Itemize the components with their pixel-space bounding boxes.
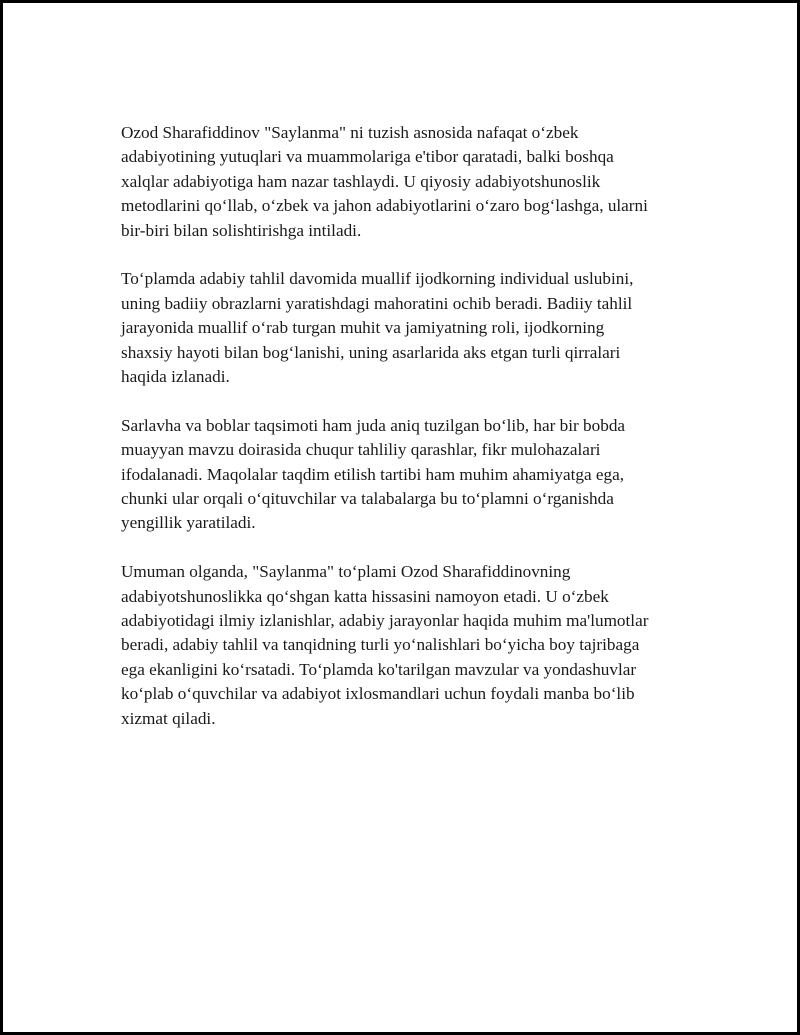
paragraph-1 (121, 121, 691, 243)
text-line: xalqlar adabiyotiga ham nazar tashlaydi. U qiyosiy adabiyotshunoslik (121, 171, 601, 191)
text-line: jarayonida muallif o‘rab turgan muhit va jamiyatning roli, ijodkorning (121, 318, 605, 338)
text-line: muayyan mavzu doirasida chuqur tahliliy qarashlar, fikr mulohazalari (121, 440, 601, 460)
text-line: ega ekanligini ko‘rsatadi. To‘plamda ko'tarilgan mavzular va yondashuvlar (121, 659, 637, 679)
text-line: uning badiiy obrazlarni yaratishdagi mahoratini ochib beradi. Badiiy tahlil (121, 293, 633, 313)
text-line: adabiyotshunoslikka qo‘shgan katta hissasini namoyon etadi. U o‘zbek (121, 586, 609, 606)
text-line: shaxsiy hayoti bilan bog‘lanishi, uning asarlarida aks etgan turli qirralari (121, 342, 621, 362)
document-body (121, 121, 691, 756)
text-line: adabiyotining yutuqlari va muammolariga e'tibor qaratadi, balki boshqa (121, 147, 614, 167)
paragraph-3 (121, 414, 691, 536)
text-line: haqida izlanadi. (121, 367, 230, 387)
text-line: To‘plamda adabiy tahlil davomida muallif ijodkorning individual uslubini, (121, 269, 634, 289)
text-line: Ozod Sharafiddinov "Saylanma" ni tuzish asnosida nafaqat o‘zbek (121, 123, 579, 142)
text-line: beradi, adabiy tahlil va tanqidning turli yo‘nalishlari bo‘yicha boy tajribaga (121, 635, 640, 655)
text-line: bir-biri bilan solishtirishga intiladi. (121, 220, 362, 240)
text-line: ifodalanadi. Maqolalar taqdim etilish tartibi ham muhim ahamiyatga ega, (121, 464, 625, 484)
paragraph-4 (121, 560, 691, 731)
text-line: ko‘plab o‘quvchilar va adabiyot ixlosmandlari uchun foydali manba bo‘lib (121, 684, 635, 704)
text-line: metodlarini qo‘llab, o‘zbek va jahon adabiyotlarini o‘zaro bog‘lashga, ularni (121, 196, 648, 216)
paragraph-2 (121, 267, 691, 389)
text-line: adabiyotidagi ilmiy izlanishlar, adabiy jarayonlar haqida muhim ma'lumotlar (121, 611, 649, 631)
text-line: chunki ular orqali o‘qituvchilar va talabalarga bu to‘plamni o‘rganishda (121, 489, 614, 509)
text-line: yengillik yaratiladi. (121, 513, 256, 533)
text-line: xizmat qiladi. (121, 708, 216, 728)
text-line: Umuman olganda, "Saylanma" to‘plami Ozod Sharafiddinovning (121, 562, 571, 582)
text-line: Sarlavha va boblar taqsimoti ham juda aniq tuzilgan bo‘lib, har bir bobda (121, 415, 626, 435)
